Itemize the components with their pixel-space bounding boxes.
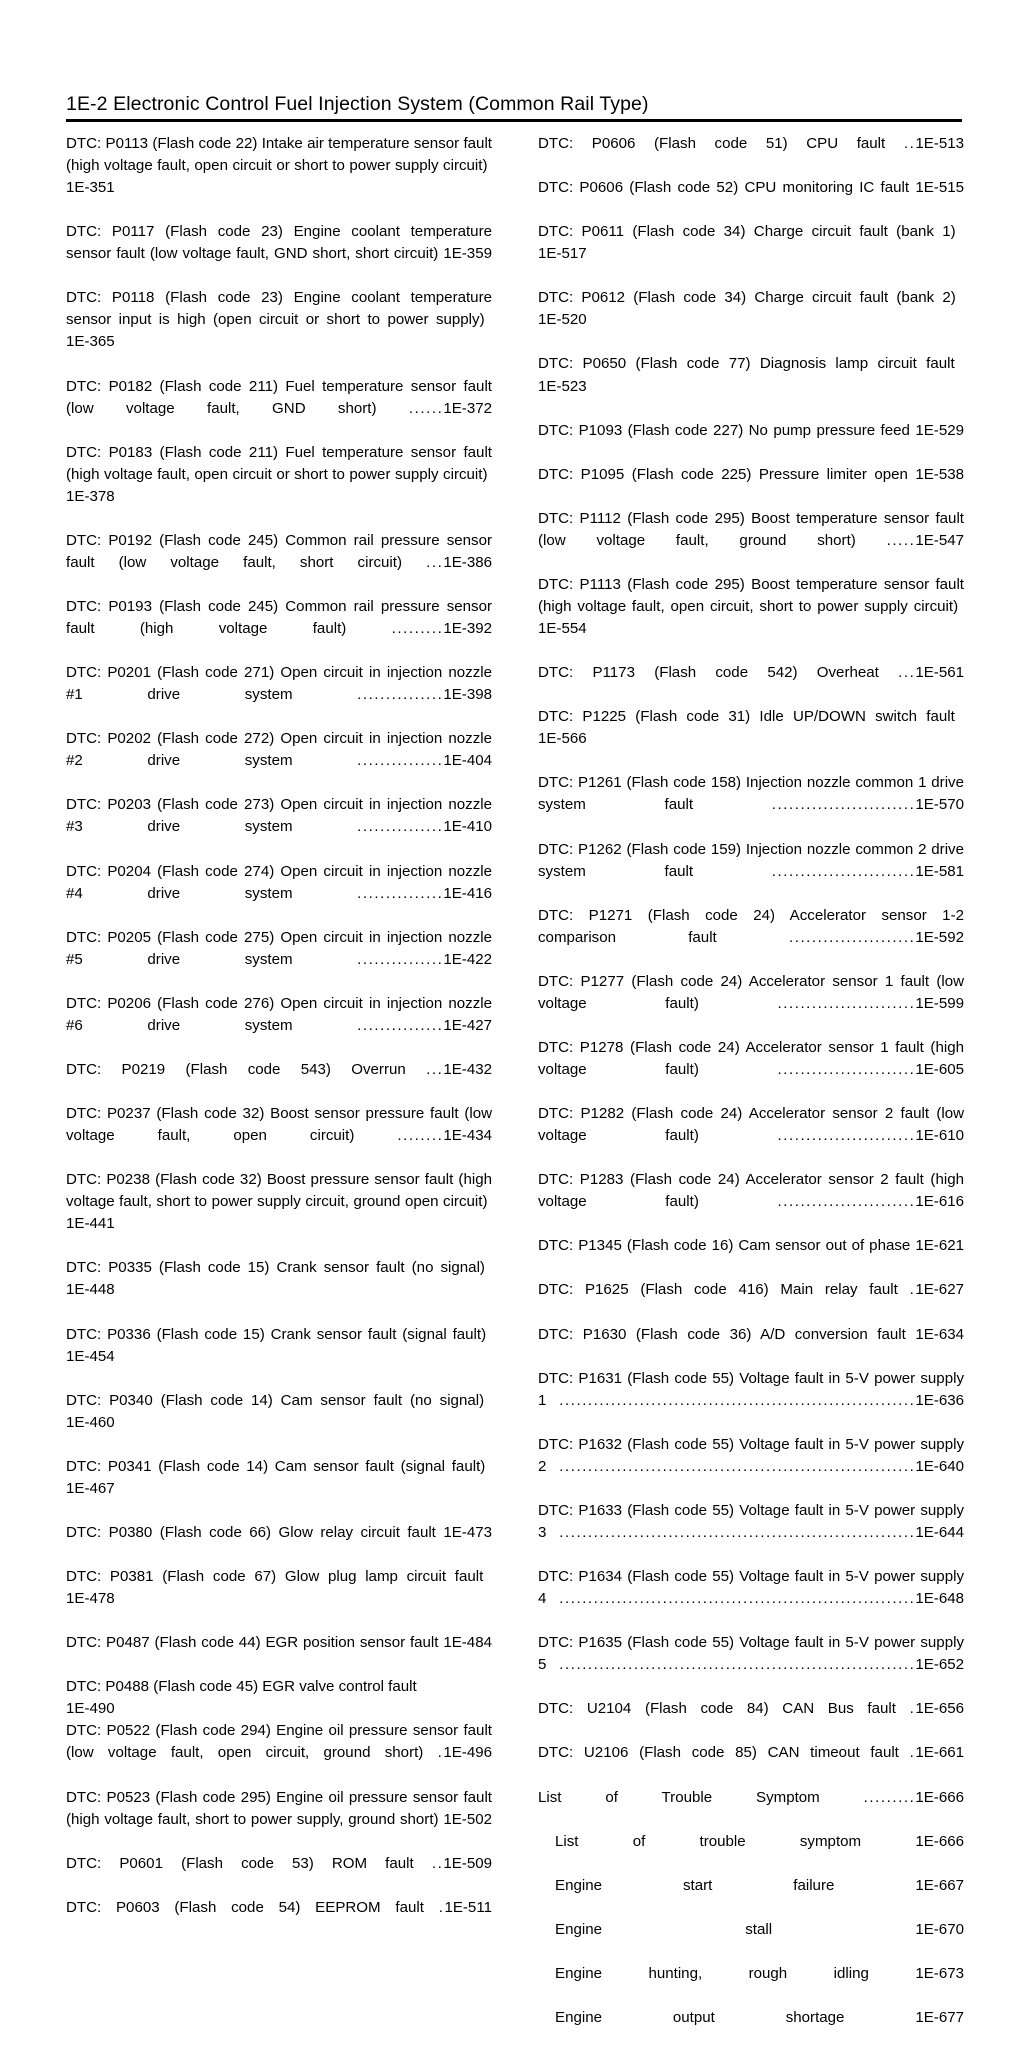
toc-page-reference: 1E-634 — [915, 1325, 965, 1343]
toc-entry[interactable] — [538, 353, 964, 419]
toc-entry[interactable] — [538, 706, 964, 772]
right-column — [538, 133, 964, 2051]
toc-page-reference: 1E-673 — [915, 1964, 965, 1982]
toc-entry-label: DTC: P0192 (Flash code 245) Common rail pressure sensor fault (low voltage fault, short circuit) — [66, 531, 492, 571]
toc-entry[interactable] — [538, 772, 964, 838]
dot-leader: ............... — [357, 950, 444, 968]
toc-entry-label: DTC: U2106 (Flash code 85) CAN timeout fault — [538, 1744, 899, 1762]
toc-page-reference: 1E-570 — [915, 796, 964, 814]
toc-page-reference: 1E-392 — [443, 620, 492, 638]
toc-entry[interactable] — [538, 420, 964, 464]
toc-page-reference: 1E-599 — [915, 994, 964, 1012]
toc-entry[interactable] — [538, 221, 964, 287]
toc-page-reference: 1E-386 — [443, 553, 493, 571]
toc-page-reference: 1E-529 — [915, 421, 964, 439]
toc-entry[interactable] — [66, 1676, 492, 1720]
toc-page-reference: 1E-398 — [443, 686, 492, 704]
toc-entry[interactable] — [538, 1742, 964, 1786]
dot-leader: .............................................................. — [559, 1391, 916, 1409]
toc-entry-label: DTC: P1112 (Flash code 295) Boost temperature sensor fault (low voltage fault, ground short) — [538, 509, 964, 549]
toc-page-reference: 1E-359 — [443, 245, 492, 263]
toc-entry-label: DTC: P0603 (Flash code 54) EEPROM fault — [66, 1898, 424, 1916]
dot-leader: .. — [431, 1854, 444, 1872]
header-divider — [66, 119, 962, 122]
toc-entry-label: DTC: P1283 (Flash code 24) Accelerator sensor 2 fault (high voltage fault) — [538, 1171, 964, 1211]
toc-entry-label: DTC: P0182 (Flash code 211) Fuel temperature sensor fault (low voltage fault, GND short) — [66, 377, 492, 417]
left-column — [66, 133, 492, 1941]
toc-entry-label: DTC: P1633 (Flash code 55) Voltage fault in 5-V power supply 3 — [538, 1501, 964, 1541]
toc-page-reference: 1E-644 — [915, 1523, 964, 1541]
toc-page-reference: 1E-427 — [443, 1016, 492, 1034]
toc-page-reference: 1E-448 — [66, 1281, 115, 1299]
toc-entry-label: DTC: P1625 (Flash code 416) Main relay fault — [538, 1281, 898, 1299]
toc-entry[interactable] — [538, 839, 964, 905]
toc-page-reference: 1E-648 — [915, 1590, 964, 1608]
toc-entry-label: DTC: P0381 (Flash code 67) Glow plug lamp circuit fault — [66, 1568, 484, 1586]
toc-entry-label: DTC: P1632 (Flash code 55) Voltage fault in 5-V power supply 2 — [538, 1435, 964, 1475]
toc-page-reference: 1E-666 — [915, 1788, 964, 1806]
dot-leader: ......................... — [771, 796, 916, 814]
toc-entry-label: DTC: P0336 (Flash code 15) Crank sensor fault (signal fault) — [66, 1325, 487, 1343]
dot-leader: ... — [426, 1060, 444, 1078]
toc-page-reference: 1E-561 — [915, 664, 964, 682]
toc-entry-label: DTC: P1277 (Flash code 24) Accelerator sensor 1 fault (low voltage fault) — [538, 972, 964, 1012]
dot-leader: ..... — [886, 531, 916, 549]
toc-entry-label: Engine output shortage — [555, 2008, 845, 2026]
toc-page-reference: 1E-416 — [443, 884, 492, 902]
dot-leader: ......... — [863, 1788, 916, 1806]
dot-leader: .............................................................. — [559, 1590, 916, 1608]
toc-entry-label: DTC: P1095 (Flash code 225) Pressure limiter open — [538, 465, 908, 483]
toc-entry-label: DTC: P0611 (Flash code 34) Charge circuit fault (bank 1) — [538, 223, 956, 241]
toc-page-reference: 1E-432 — [443, 1060, 492, 1078]
toc-entry-label: DTC: P1173 (Flash code 542) Overheat — [538, 664, 879, 682]
toc-page-reference: 1E-513 — [915, 135, 964, 152]
toc-page-reference: 1E-667 — [915, 1876, 964, 1894]
toc-entry[interactable] — [66, 1853, 492, 1897]
toc-page-reference: 1E-404 — [443, 752, 492, 770]
toc-entry[interactable] — [66, 442, 492, 530]
toc-entry[interactable] — [538, 1963, 964, 2007]
toc-page-reference: 1E-515 — [915, 179, 964, 197]
toc-entry[interactable] — [538, 905, 964, 971]
dot-leader: ......... — [391, 620, 444, 638]
dot-leader: ............... — [357, 818, 444, 836]
toc-entry-label: DTC: P0118 (Flash code 23) Engine coolant temperature sensor input is high (open circuit or short to power supply) — [66, 289, 492, 329]
toc-entry[interactable] — [538, 1368, 964, 1434]
toc-entry-label: DTC: P0237 (Flash code 32) Boost sensor pressure fault (low voltage fault, open circuit) — [66, 1105, 492, 1145]
toc-entry[interactable] — [538, 1324, 964, 1368]
toc-page-reference: 1E-640 — [915, 1457, 964, 1475]
toc-entry-label: DTC: P1113 (Flash code 295) Boost temperature sensor fault (high voltage fault, open circuit, short to power supply circuit) — [538, 575, 964, 615]
toc-page-reference: 1E-520 — [538, 311, 587, 329]
toc-page-reference: 1E-605 — [915, 1060, 964, 1078]
toc-entry-label: DTC: P0341 (Flash code 14) Cam sensor fault (signal fault) — [66, 1457, 486, 1475]
toc-page-reference: 1E-410 — [443, 818, 492, 836]
toc-entry-label: DTC: P0206 (Flash code 276) Open circuit in injection nozzle #6 drive system — [66, 994, 492, 1034]
toc-entry-label: DTC: P0219 (Flash code 543) Overrun — [66, 1060, 406, 1078]
toc-page-reference: 1E-616 — [915, 1193, 964, 1211]
toc-entry[interactable] — [538, 2007, 964, 2051]
toc-entry-label: DTC: P1630 (Flash code 36) A/D conversion fault — [538, 1325, 906, 1343]
toc-entry-label: DTC: P0201 (Flash code 271) Open circuit in injection nozzle #1 drive system — [66, 664, 492, 704]
toc-entry-label: DTC: P0606 (Flash code 52) CPU monitoring IC fault — [538, 179, 910, 197]
toc-entry[interactable] — [66, 1566, 492, 1632]
toc-page-reference: 1E-656 — [915, 1700, 964, 1718]
dot-leader: . — [909, 1281, 916, 1299]
toc-entry[interactable] — [538, 1235, 964, 1279]
dot-leader: ............... — [357, 686, 444, 704]
toc-entry[interactable] — [66, 1390, 492, 1456]
toc-entry[interactable] — [66, 221, 492, 287]
toc-entry-label: DTC: P0340 (Flash code 14) Cam sensor fault (no signal) — [66, 1391, 485, 1409]
toc-entry[interactable] — [66, 1059, 492, 1103]
toc-page-reference: 1E-566 — [538, 730, 587, 748]
toc-page-reference: 1E-547 — [915, 531, 964, 549]
toc-entry-label: DTC: P1262 (Flash code 159) Injection nozzle common 2 drive system fault — [538, 840, 964, 880]
toc-entry[interactable] — [538, 1875, 964, 1919]
dot-leader: . — [437, 1744, 444, 1762]
toc-page-reference: 1E-627 — [915, 1281, 964, 1299]
toc-page-reference: 1E-460 — [66, 1413, 115, 1431]
toc-entry-label: DTC: P0117 (Flash code 23) Engine coolant temperature sensor fault (low voltage fault, GND short, short circuit) — [66, 223, 492, 263]
toc-page-reference: 1E-517 — [538, 245, 587, 263]
dot-leader: .............................................................. — [559, 1656, 916, 1674]
toc-page-reference: 1E-365 — [66, 333, 115, 351]
toc-entry-label: DTC: P0335 (Flash code 15) Crank sensor fault (no signal) — [66, 1259, 485, 1277]
toc-page-reference: 1E-661 — [915, 1744, 965, 1762]
dot-leader: ...... — [408, 399, 444, 417]
toc-entry-label: DTC: P0380 (Flash code 66) Glow relay circuit fault — [66, 1523, 436, 1541]
toc-page-reference: 1E-610 — [915, 1127, 964, 1145]
toc-entry[interactable] — [538, 1566, 964, 1632]
toc-entry-label: DTC: P1631 (Flash code 55) Voltage fault in 5-V power supply 1 — [538, 1369, 964, 1409]
toc-entry[interactable] — [538, 574, 964, 662]
toc-columns — [66, 133, 964, 2051]
toc-entry[interactable] — [66, 1103, 492, 1169]
toc-entry[interactable] — [538, 508, 964, 574]
toc-entry-label: List of Trouble Symptom — [538, 1788, 820, 1806]
toc-entry-label: DTC: P0487 (Flash code 44) EGR position sensor fault — [66, 1634, 439, 1652]
toc-entry-label: DTC: P0113 (Flash code 22) Intake air temperature sensor fault (high voltage fault, open circuit or short to power supply circuit) — [66, 135, 492, 175]
toc-entry[interactable] — [66, 530, 492, 596]
toc-entry[interactable] — [66, 861, 492, 927]
toc-entry-label: DTC: P0238 (Flash code 32) Boost pressure sensor fault (high voltage fault, short to power supply circuit, ground open circuit) — [66, 1171, 492, 1211]
toc-page-reference: 1E-372 — [443, 399, 492, 417]
toc-entry[interactable] — [66, 1632, 492, 1676]
dot-leader: .............................................................. — [559, 1457, 916, 1475]
dot-leader: .. — [903, 135, 916, 152]
page-title: 1E-2 Electronic Control Fuel Injection System (Common Rail Type) — [66, 93, 649, 115]
toc-page-reference: 1E-554 — [538, 620, 587, 638]
toc-page-reference: 1E-490 — [66, 1700, 115, 1718]
toc-page-reference: 1E-677 — [915, 2008, 964, 2026]
toc-page-reference: 1E-523 — [538, 377, 587, 395]
toc-entry[interactable] — [538, 177, 964, 221]
toc-entry-label: DTC: P0205 (Flash code 275) Open circuit in injection nozzle #5 drive system — [66, 928, 492, 968]
toc-entry-label: DTC: P1271 (Flash code 24) Accelerator sensor 1-2 comparison fault — [538, 906, 964, 946]
dot-leader: ........................ — [777, 1127, 916, 1145]
toc-page-reference: 1E-670 — [915, 1920, 964, 1938]
toc-page-reference: 1E-441 — [66, 1215, 115, 1233]
toc-page-reference: 1E-636 — [915, 1391, 964, 1409]
toc-entry[interactable] — [66, 376, 492, 442]
toc-entry-label: DTC: P0488 (Flash code 45) EGR valve control fault — [66, 1678, 417, 1696]
toc-entry-label: DTC: P0601 (Flash code 53) ROM fault — [66, 1854, 414, 1872]
toc-entry[interactable] — [66, 1257, 492, 1323]
toc-entry[interactable] — [538, 1632, 964, 1698]
toc-entry-label: DTC: P0193 (Flash code 245) Common rail pressure sensor fault (high voltage fault) — [66, 597, 492, 638]
toc-entry-label: DTC: P0612 (Flash code 34) Charge circuit fault (bank 2) — [538, 289, 956, 307]
dot-leader: ............... — [357, 1016, 444, 1034]
toc-entry[interactable] — [66, 1787, 492, 1853]
toc-entry[interactable] — [66, 133, 492, 221]
toc-entry[interactable] — [538, 1831, 964, 1875]
toc-page-reference: 1E-502 — [443, 1810, 492, 1828]
toc-entry-label: DTC: P1635 (Flash code 55) Voltage fault in 5-V power supply 5 — [538, 1634, 964, 1674]
dot-leader: ............... — [357, 752, 444, 770]
toc-entry[interactable] — [66, 1522, 492, 1566]
toc-entry[interactable] — [66, 1324, 492, 1390]
toc-page-reference: 1E-652 — [915, 1656, 964, 1674]
toc-entry[interactable] — [66, 728, 492, 794]
dot-leader: ........................ — [777, 1193, 916, 1211]
toc-entry-label: DTC: P0203 (Flash code 273) Open circuit in injection nozzle #3 drive system — [66, 796, 492, 836]
toc-entry[interactable] — [538, 662, 964, 706]
toc-entry[interactable] — [538, 133, 964, 177]
toc-page-reference: 1E-538 — [915, 465, 964, 483]
toc-entry[interactable] — [538, 464, 964, 508]
dot-leader: ... — [898, 664, 916, 682]
toc-entry[interactable] — [538, 1037, 964, 1103]
toc-entry-label: DTC: P0523 (Flash code 295) Engine oil pressure sensor fault (high voltage fault, short to power supply, ground short) — [66, 1788, 492, 1828]
toc-page-reference: 1E-473 — [443, 1523, 492, 1541]
dot-leader: ............... — [357, 884, 444, 902]
toc-page-reference: 1E-621 — [915, 1237, 964, 1255]
toc-entry-label: DTC: P0522 (Flash code 294) Engine oil pressure sensor fault (low voltage fault, open circuit, ground short) — [66, 1722, 492, 1762]
toc-entry-label: DTC: U2104 (Flash code 84) CAN Bus fault — [538, 1700, 896, 1718]
toc-entry-label: DTC: P1093 (Flash code 227) No pump pressure feed — [538, 421, 910, 439]
toc-page-reference: 1E-478 — [66, 1590, 115, 1608]
toc-entry-label: DTC: P0202 (Flash code 272) Open circuit in injection nozzle #2 drive system — [66, 730, 492, 770]
toc-entry[interactable] — [538, 1698, 964, 1742]
toc-entry-label: DTC: P1634 (Flash code 55) Voltage fault in 5-V power supply 4 — [538, 1568, 964, 1608]
page-header — [66, 92, 962, 122]
dot-leader: ........................ — [777, 1060, 916, 1078]
toc-page-reference: 1E-422 — [443, 950, 492, 968]
toc-page-reference: 1E-434 — [443, 1127, 492, 1145]
toc-entry[interactable] — [538, 971, 964, 1037]
toc-entry-label: Engine stall — [555, 1920, 773, 1938]
toc-entry-label: DTC: P0204 (Flash code 274) Open circuit in injection nozzle #4 drive system — [66, 862, 492, 902]
toc-entry-label: DTC: P1261 (Flash code 158) Injection nozzle common 1 drive system fault — [538, 774, 964, 814]
toc-entry-label: DTC: P0606 (Flash code 51) CPU fault — [538, 135, 886, 152]
toc-entry[interactable] — [538, 1279, 964, 1323]
toc-page-reference: 1E-454 — [66, 1347, 115, 1365]
toc-entry[interactable] — [66, 1897, 492, 1941]
dot-leader: ........ — [397, 1127, 444, 1145]
toc-entry[interactable] — [538, 1434, 964, 1500]
toc-page-reference: 1E-484 — [443, 1634, 492, 1652]
toc-entry-label: Engine start failure — [555, 1876, 835, 1894]
toc-entry[interactable] — [66, 662, 492, 728]
toc-page-reference: 1E-511 — [444, 1898, 492, 1916]
toc-entry[interactable] — [538, 287, 964, 353]
toc-entry[interactable] — [66, 1169, 492, 1257]
toc-entry-label: DTC: P0650 (Flash code 77) Diagnosis lamp circuit fault — [538, 355, 955, 373]
toc-entry[interactable] — [538, 1103, 964, 1169]
toc-entry[interactable] — [66, 993, 492, 1059]
toc-page-reference: 1E-378 — [66, 487, 115, 505]
toc-entry[interactable] — [66, 287, 492, 375]
toc-entry-label: Engine hunting, rough idling — [555, 1964, 869, 1982]
toc-entry-label: DTC: P1345 (Flash code 16) Cam sensor out of phase — [538, 1237, 911, 1255]
toc-page-reference: 1E-666 — [915, 1832, 964, 1850]
toc-entry-label: DTC: P1282 (Flash code 24) Accelerator sensor 2 fault (low voltage fault) — [538, 1105, 964, 1145]
toc-page-reference: 1E-592 — [915, 928, 964, 946]
toc-page-reference: 1E-496 — [443, 1744, 492, 1762]
toc-entry-label: DTC: P1278 (Flash code 24) Accelerator sensor 1 fault (high voltage fault) — [538, 1038, 964, 1078]
dot-leader: ... — [426, 553, 444, 571]
dot-leader: . — [909, 1744, 916, 1762]
toc-entry-label: DTC: P1225 (Flash code 31) Idle UP/DOWN switch fault — [538, 708, 955, 726]
dot-leader: .............................................................. — [559, 1523, 916, 1541]
dot-leader: . — [909, 1700, 916, 1718]
toc-entry[interactable] — [538, 1919, 964, 1963]
toc-entry[interactable] — [66, 1456, 492, 1522]
toc-page-reference: 1E-581 — [915, 862, 964, 880]
toc-entry[interactable] — [66, 1720, 492, 1786]
toc-entry[interactable] — [66, 927, 492, 993]
toc-entry[interactable] — [538, 1500, 964, 1566]
toc-entry[interactable] — [66, 794, 492, 860]
toc-entry[interactable] — [538, 1169, 964, 1235]
toc-entry[interactable] — [66, 596, 492, 662]
dot-leader: . — [438, 1898, 445, 1916]
toc-entry-label: DTC: P0183 (Flash code 211) Fuel temperature sensor fault (high voltage fault, open circuit or short to power supply circuit) — [66, 443, 492, 483]
toc-page-reference: 1E-509 — [443, 1854, 492, 1872]
dot-leader: ...................... — [788, 928, 916, 946]
dot-leader: ......................... — [771, 862, 916, 880]
toc-entry[interactable] — [538, 1787, 964, 1831]
toc-page-reference: 1E-467 — [66, 1479, 115, 1497]
toc-page-reference: 1E-351 — [66, 179, 115, 197]
dot-leader: ........................ — [777, 994, 916, 1012]
toc-entry-label: List of trouble symptom — [555, 1832, 862, 1850]
